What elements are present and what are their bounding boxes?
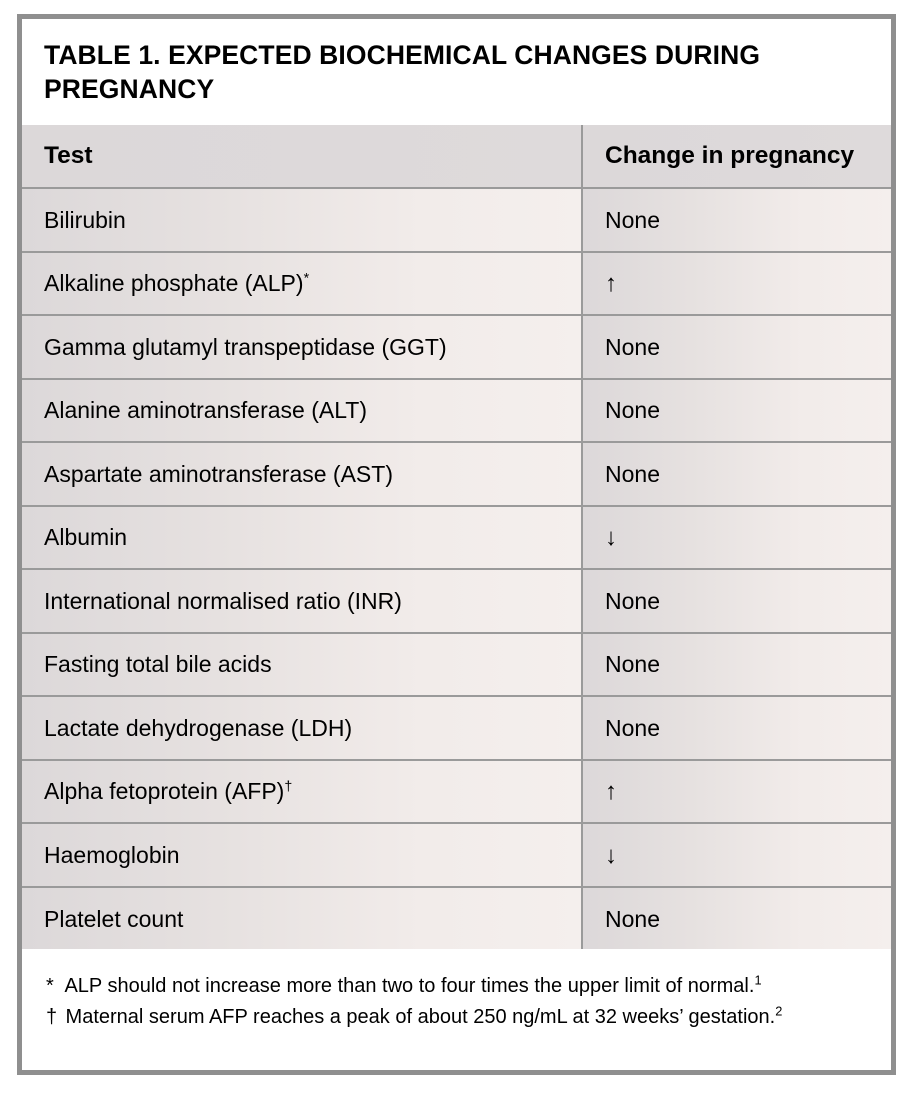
table-row <box>22 442 891 506</box>
page-title: TABLE 1. EXPECTED BIOCHEMICAL CHANGES DURING PREGNANCY <box>44 40 761 104</box>
table-row <box>22 252 891 316</box>
cell-change-value <box>582 760 891 824</box>
table-row <box>22 569 891 633</box>
arrow-down-icon: ↓ <box>605 841 617 869</box>
change-label: None <box>605 397 660 424</box>
column-header-change: Change in pregnancy <box>582 125 891 189</box>
table-row <box>22 506 891 570</box>
footnote-marker: † <box>284 778 293 795</box>
table-header-row <box>22 125 891 189</box>
cell-test-name <box>22 633 582 697</box>
cell-change-value <box>582 696 891 760</box>
cell-test-name <box>22 252 582 316</box>
cell-change-value <box>582 442 891 506</box>
test-label: Fasting total bile acids <box>44 651 272 678</box>
cell-test-name <box>22 506 582 570</box>
cell-change-value <box>582 569 891 633</box>
cell-test-name <box>22 569 582 633</box>
column-header-test: Test <box>22 125 582 189</box>
change-label: None <box>605 714 660 741</box>
change-label: None <box>605 587 660 614</box>
test-label: Alanine aminotransferase (ALT) <box>44 397 367 424</box>
footnote-reference: 1 <box>754 972 762 988</box>
cell-change-value <box>582 315 891 379</box>
cell-change-value <box>582 379 891 443</box>
test-label: Alpha fetoprotein (AFP) <box>44 778 285 805</box>
cell-test-name <box>22 188 582 252</box>
table-row <box>22 188 891 252</box>
table-row <box>22 696 891 760</box>
test-label: Lactate dehydrogenase (LDH) <box>44 714 353 741</box>
footnote-symbol: † <box>46 1005 58 1028</box>
table-figure <box>17 14 896 1075</box>
arrow-up-icon: ↑ <box>605 778 617 806</box>
footnote-reference: 2 <box>775 1003 783 1019</box>
arrow-up-icon: ↑ <box>605 270 617 298</box>
biochemical-changes-table <box>22 125 891 949</box>
cell-change-value <box>582 823 891 887</box>
table-row <box>22 633 891 697</box>
footnote-marker: * <box>303 270 310 287</box>
arrow-down-icon: ↓ <box>605 524 617 552</box>
cell-change-value <box>582 633 891 697</box>
footnote-text: ALP should not increase more than two to four times the upper limit of normal. <box>60 974 755 997</box>
change-label: None <box>605 651 660 678</box>
cell-test-name <box>22 442 582 506</box>
table-row <box>22 887 891 949</box>
test-label: Albumin <box>44 524 128 551</box>
test-label: Haemoglobin <box>44 841 180 868</box>
test-label: Alkaline phosphate (ALP) <box>44 270 304 297</box>
test-label: Bilirubin <box>44 206 126 233</box>
test-label: International normalised ratio (INR) <box>44 587 402 614</box>
table-row <box>22 760 891 824</box>
table-row <box>22 315 891 379</box>
cell-change-value <box>582 188 891 252</box>
test-label: Aspartate aminotransferase (AST) <box>44 460 393 487</box>
change-label: None <box>605 905 660 932</box>
cell-change-value <box>582 252 891 316</box>
footnote <box>46 1002 867 1033</box>
change-label: None <box>605 460 660 487</box>
table-row <box>22 379 891 443</box>
cell-test-name <box>22 887 582 949</box>
title-block <box>22 19 891 125</box>
cell-change-value <box>582 506 891 570</box>
test-label: Platelet count <box>44 905 184 932</box>
footnote <box>46 971 867 1002</box>
cell-test-name <box>22 760 582 824</box>
footnote-text: Maternal serum AFP reaches a peak of about 250 ng/mL at 32 weeks’ gestation. <box>60 1005 776 1028</box>
footnote-symbol: * <box>46 974 54 997</box>
cell-test-name <box>22 379 582 443</box>
change-label: None <box>605 333 660 360</box>
table-header <box>22 125 891 189</box>
test-label: Gamma glutamyl transpeptidase (GGT) <box>44 333 447 360</box>
table-body <box>22 188 891 949</box>
change-label: None <box>605 206 660 233</box>
table-scroll-region <box>22 125 891 949</box>
cell-change-value <box>582 887 891 949</box>
cell-test-name <box>22 315 582 379</box>
cell-test-name <box>22 696 582 760</box>
cell-test-name <box>22 823 582 887</box>
footnotes-block <box>22 949 891 1053</box>
table-row <box>22 823 891 887</box>
